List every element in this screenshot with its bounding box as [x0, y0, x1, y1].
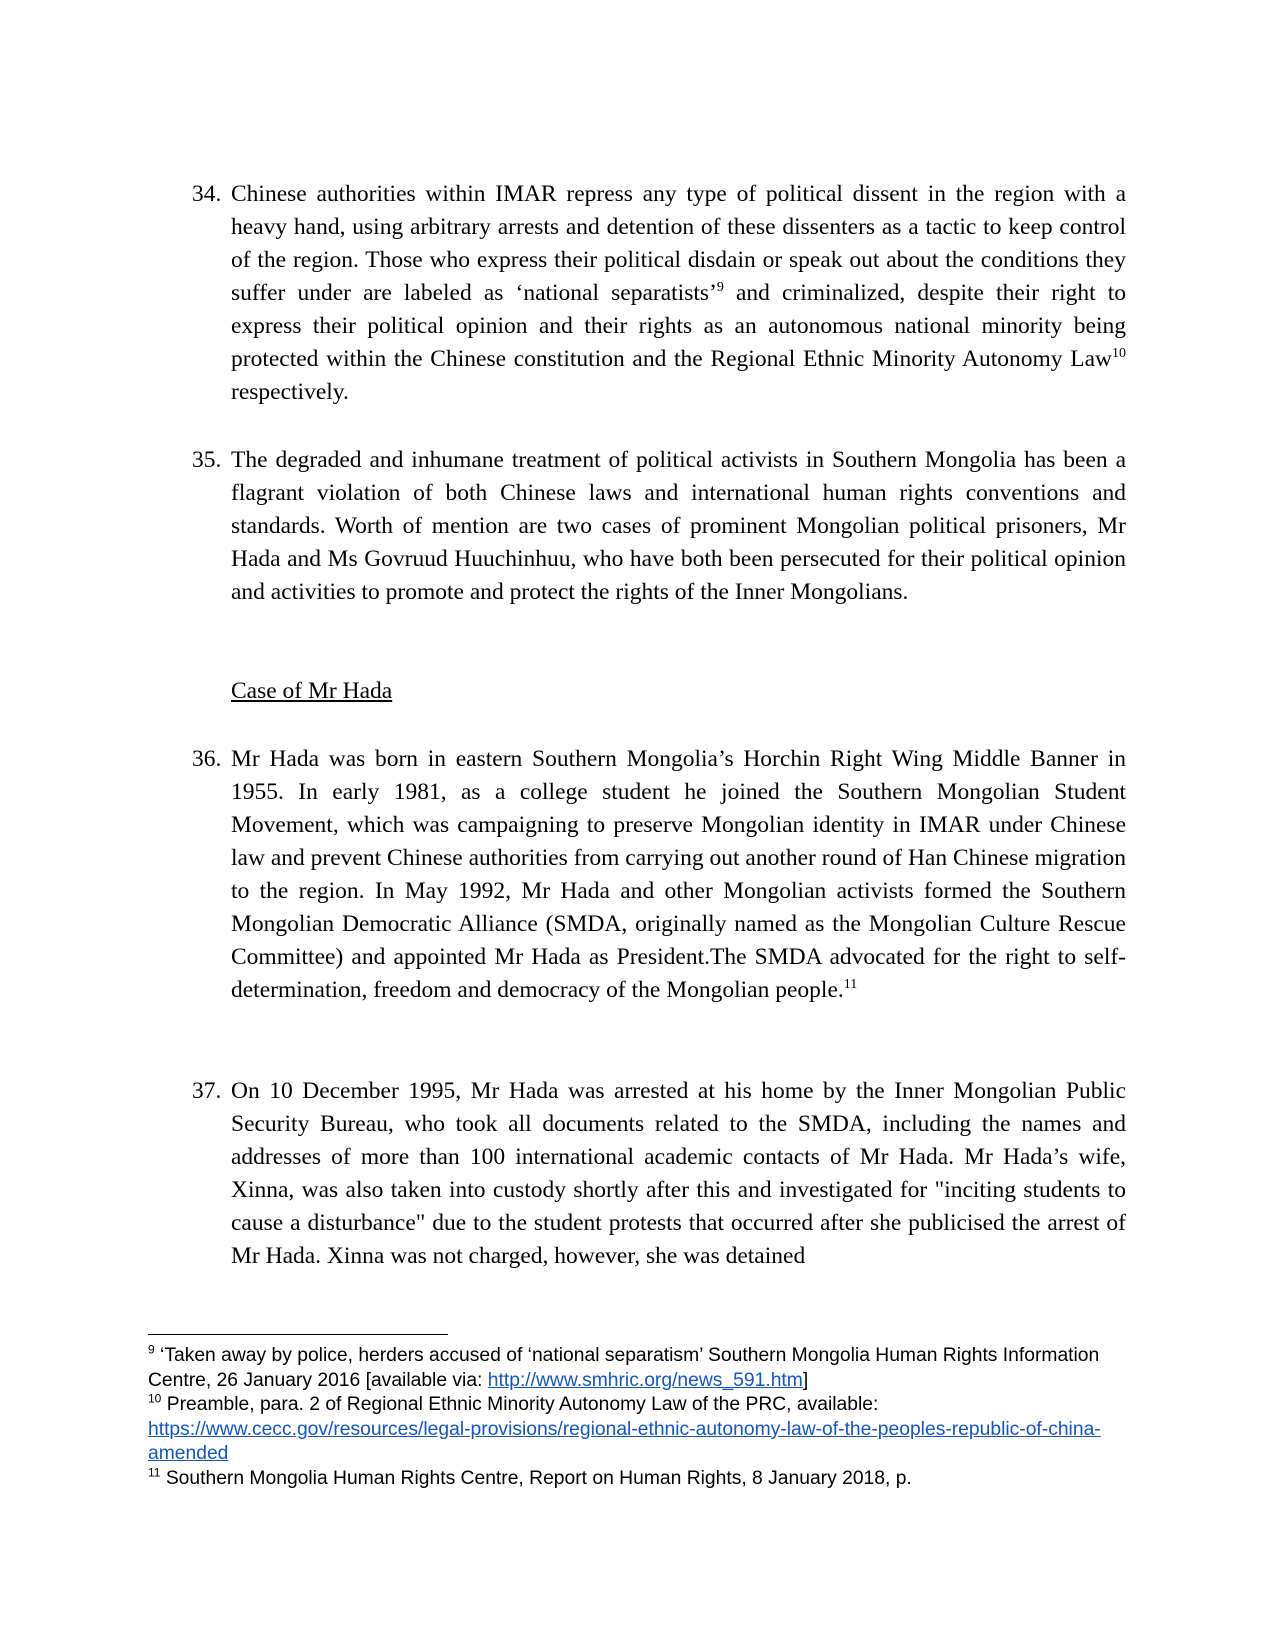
paragraph-36 — [192, 743, 1126, 1007]
paragraph-body: The degraded and inhumane treatment of political activists in Southern Mongolia has been a flagrant violation of both Chinese laws and international human rights conventions and standards. Worth of mention are two cases of prominent Mongolian political prisoners, Mr Hada and Ms Govruud Huuchinhuu, who have both been persecuted for their political opinion and activities to promote and protect the rights of the Inner Mongolians. — [231, 447, 1126, 605]
footnote-11 — [148, 1467, 1128, 1492]
paragraph-34 — [192, 178, 1126, 409]
footnote-text: Preamble, para. 2 of Regional Ethnic Minority Autonomy Law of the PRC, available: — [161, 1394, 879, 1415]
footnote-link[interactable]: https://www.cecc.gov/resources/legal-provisions/regional-ethnic-autonomy-law-of-the-peoples-republic-of-china-amended — [148, 1418, 1101, 1464]
paragraph-body — [231, 178, 1126, 409]
footnote-text: Southern Mongolia Human Rights Centre, Report on Human Rights, 8 January 2018, p. — [160, 1467, 912, 1489]
footnote-marker: 9 — [148, 1342, 155, 1357]
paragraph-number: 35. — [192, 447, 222, 473]
footnote-ref-11[interactable]: 11 — [843, 977, 858, 993]
paragraph-number: 37. — [192, 1078, 222, 1104]
footnote-marker: 11 — [148, 1465, 161, 1480]
section-heading: Case of Mr Hada — [231, 678, 393, 704]
footnote-text: ] — [802, 1369, 809, 1391]
footnote-9 — [148, 1344, 1128, 1393]
footnote-marker: 10 — [148, 1391, 162, 1406]
paragraph-number: 34. — [192, 181, 222, 207]
paragraph-37 — [192, 1075, 1126, 1273]
footnote-link[interactable]: http://www.smhric.org/news_591.htm — [487, 1369, 803, 1391]
paragraph-text: Mr Hada was born in eastern Southern Mongolia’s Horchin Right Wing Middle Banner in 1955. In early 1981, as a college student he joined the Southern Mongolian Student Movement, which was campaigning to preserve Mongolian identity in IMAR under Chinese law and prevent Chinese authorities from carrying out another round of Han Chinese migration to the region. In May 1992, Mr Hada and other Mongolian activists formed the Southern Mongolian Democratic Alliance (SMDA, originally named as the Mongolian Culture Rescue Committee) and appointed Mr Hada as President.The SMDA advocated for the right to self-determination, freedom and democracy of the Mongolian people. — [231, 746, 1126, 1003]
paragraph-body: On 10 December 1995, Mr Hada was arrested at his home by the Inner Mongolian Public Security Bureau, who took all documents related to the SMDA, including the names and addresses of more than 100 international academic contacts of Mr Hada. Mr Hada’s wife, Xinna, was also taken into custody shortly after this and investigated for "inciting students to cause a disturbance" due to the student protests that occurred after she publicised the arrest of Mr Hada. Xinna was not charged, however, she was detained — [231, 1078, 1126, 1269]
paragraph-body — [231, 743, 1126, 1007]
paragraph-text: and criminalized, despite their right to express their political opinion and their rights as an autonomous national minority being protected within the Chinese constitution and the Regional Ethnic Minority Autonomy Law — [231, 280, 1126, 372]
footnote-ref-10[interactable]: 10 — [1112, 346, 1126, 362]
footnote-text: ‘Taken away by police, herders accused of ‘national separatism’ Southern Mongolia Human Rights Information Centre, 26 January 2016 [available via: — [148, 1345, 1100, 1391]
footnotes — [148, 1344, 1128, 1491]
footnote-separator — [148, 1334, 448, 1335]
paragraph-text: Chinese authorities within IMAR repress any type of political dissent in the region with a heavy hand, using arbitrary arrests and detention of these dissenters as a tactic to keep control of the region. Those who express their political disdain or speak out about the conditions they suffer under are labeled as ‘national separatists’ — [231, 181, 1126, 306]
footnote-ref-9[interactable]: 9 — [716, 280, 724, 296]
paragraph-text: respectively. — [231, 379, 349, 405]
footnote-10 — [148, 1393, 1128, 1467]
paragraph-number: 36. — [192, 746, 222, 772]
paragraph-35 — [192, 444, 1126, 609]
